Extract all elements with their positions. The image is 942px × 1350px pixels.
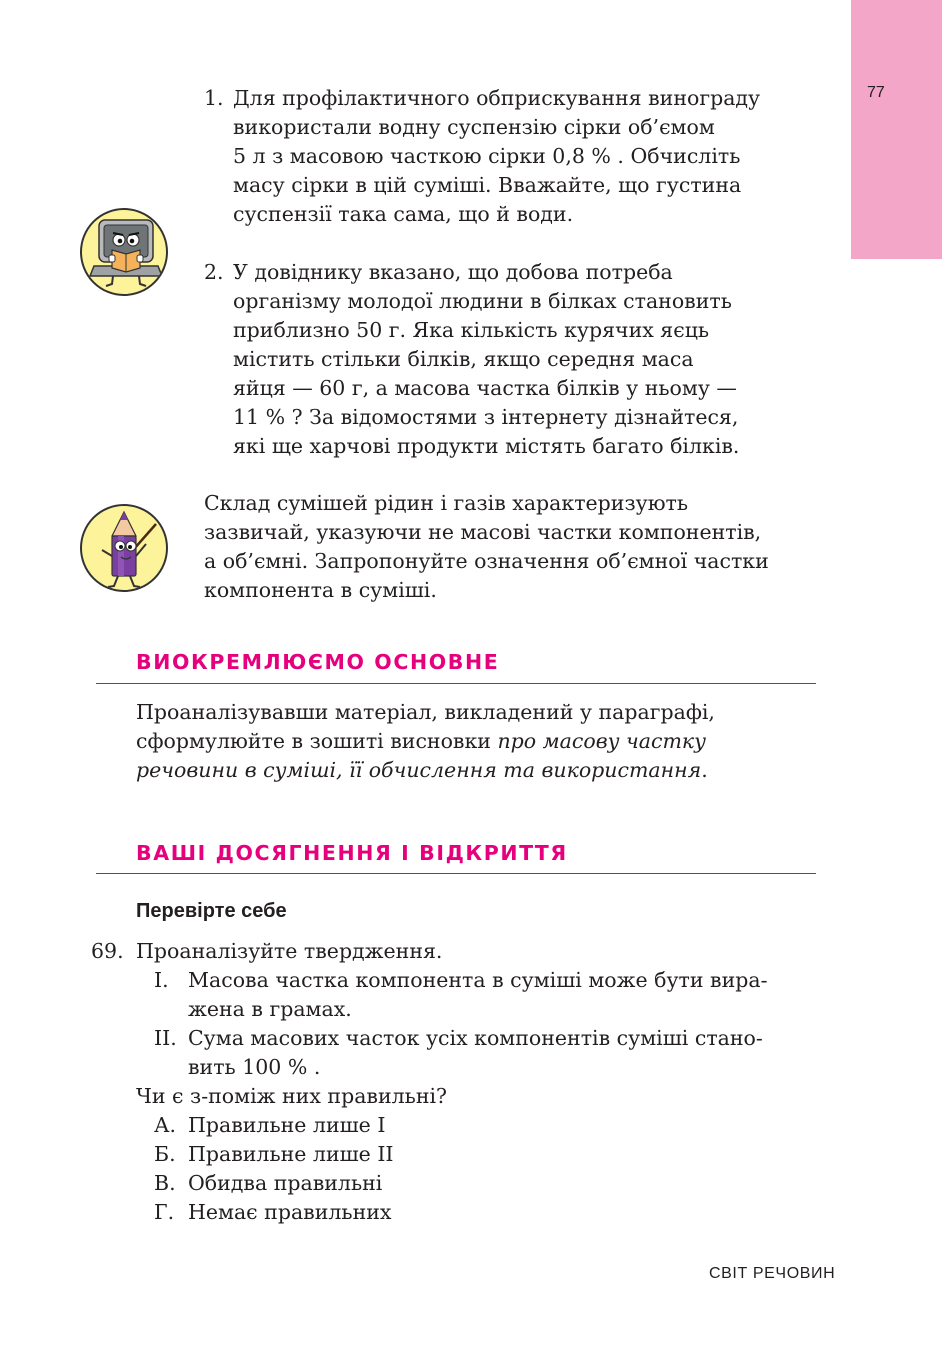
task-text-line: організму молодої людини в білках становить	[233, 289, 732, 313]
conclusion-text-line: речовини в суміші, її обчислення та використання.	[136, 758, 708, 782]
task-text-line: містить стільки білків, якщо середня маса	[233, 347, 694, 371]
task-text-line: масу сірки в цій суміші. Вважайте, що густина	[233, 173, 742, 197]
option-label: Б.	[154, 1142, 176, 1166]
option-text: Правильне лише II	[188, 1142, 394, 1166]
statement-label: II.	[154, 1026, 177, 1050]
task-text-line: суспензії така сама, що й води.	[233, 202, 574, 226]
conclusion-text-line: Проаналізувавши матеріал, викладений у параграфі,	[136, 700, 715, 724]
think-text-line: компонента в суміші.	[204, 578, 437, 602]
section-divider	[96, 873, 816, 874]
task-text-line: Для профілактичного обприскування винограду	[233, 86, 761, 110]
subheading: Перевірте себе	[136, 900, 287, 922]
option-label: А.	[154, 1113, 177, 1137]
statement-text-line: Сума масових часток усіх компонентів суміші стано-	[188, 1026, 763, 1050]
footer-title: СВІТ РЕЧОВИН	[709, 1265, 836, 1282]
option-text: Немає правильних	[188, 1200, 392, 1224]
pencil-character-icon	[80, 504, 168, 592]
statement-label: I.	[154, 968, 169, 992]
task-text-line: використали водну суспензію сірки об’ємом	[233, 115, 715, 139]
think-text-line: Склад сумішей рідин і газів характеризують	[204, 491, 689, 515]
page-number: 77	[867, 84, 885, 101]
statement-text-line: вить 100 % .	[188, 1055, 321, 1079]
task-text-line: 11 % ? За відомостями з інтернету дізнайтеся,	[233, 405, 739, 429]
task-number: 2.	[204, 260, 224, 284]
option-label: Г.	[154, 1200, 175, 1224]
task-text-line: приблизно 50 г. Яка кількість курячих яєць	[233, 318, 710, 342]
task-text-line: яйця — 60 г, а масова частка білків у ньому —	[233, 376, 737, 400]
statement-text-line: жена в грамах.	[188, 997, 352, 1021]
section-divider	[96, 683, 816, 684]
page-tab	[851, 0, 942, 259]
option-text: Обидва правильні	[188, 1171, 383, 1195]
question-text: Чи є з-поміж них правильні?	[136, 1084, 448, 1108]
exercise-number: 69.	[91, 939, 124, 963]
task-text-line: які ще харчові продукти містять багато білків.	[233, 434, 740, 458]
exercise-text: Проаналізуйте твердження.	[136, 939, 443, 963]
task-text-line: 5 л з масовою часткою сірки 0,8 % . Обчисліть	[233, 144, 741, 168]
task-number: 1.	[204, 86, 224, 110]
statement-text-line: Масова частка компонента в суміші може бути вира-	[188, 968, 768, 992]
section-heading: ВАШІ ДОСЯГНЕННЯ І ВІДКРИТТЯ	[136, 841, 568, 865]
think-text-line: а об’ємні. Запропонуйте означення об’ємної частки	[204, 549, 769, 573]
option-label: В.	[154, 1171, 176, 1195]
option-text: Правильне лише I	[188, 1113, 386, 1137]
think-text-line: зазвичай, указуючи не масові частки компонентів,	[204, 520, 762, 544]
task-text-line: У довіднику вказано, що добова потреба	[233, 260, 673, 284]
conclusion-text-line: сформулюйте в зошиті висновки про масову частку	[136, 729, 707, 753]
section-heading: ВИОКРЕМЛЮЄМО ОСНОВНЕ	[136, 650, 500, 674]
laptop-character-icon	[80, 208, 168, 296]
